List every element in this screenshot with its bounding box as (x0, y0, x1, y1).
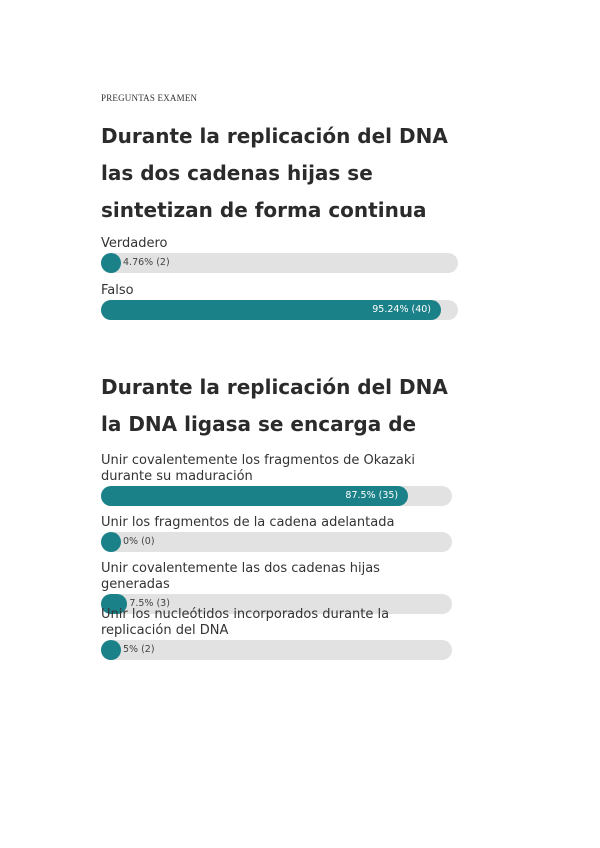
q2-option-2-label: Unir los fragmentos de la cadena adelantada (101, 515, 395, 530)
q2-option-4-bar (101, 640, 452, 660)
q1-option-2 (101, 283, 458, 320)
q2-option-1 (101, 453, 452, 506)
q2-option-2-result: 0% (0) (123, 536, 155, 547)
q1-option-2-bar (101, 300, 458, 320)
q2-option-3-label: Unir covalentemente las dos cadenas hijas generadas (101, 561, 380, 592)
q1-option-1-label: Verdadero (101, 236, 168, 251)
q1-option-1-fill (101, 253, 121, 273)
q2-option-2-bar (101, 532, 452, 552)
q2-option-1-label: Unir covalentemente los fragmentos de Okazaki durante su maduración (101, 453, 415, 484)
question-1-title: Durante la replicación del DNA las dos cadenas hijas se sintetizan de forma continua (101, 124, 448, 222)
q1-option-2-result: 95.24% (40) (372, 304, 432, 315)
q1-option-1 (101, 236, 458, 273)
question-2-title: Durante la replicación del DNA la DNA ligasa se encarga de (101, 375, 448, 436)
q2-option-4-result: 5% (2) (123, 644, 155, 655)
q2-option-1-result: 87.5% (35) (345, 490, 399, 501)
q2-option-3-result: 7.5% (3) (129, 598, 170, 609)
q1-option-1-bar (101, 253, 458, 273)
q2-option-2-fill (101, 532, 121, 552)
q2-option-4 (101, 607, 452, 660)
q2-option-2 (101, 515, 452, 552)
q2-option-4-label: Unir los nucleótidos incorporados durante la replicación del DNA (101, 607, 390, 638)
q1-option-1-result: 4.76% (2) (123, 257, 170, 268)
q2-option-4-fill (101, 640, 121, 660)
q1-option-2-label: Falso (101, 283, 134, 298)
document-header: PREGUNTAS EXAMEN (101, 93, 198, 103)
q2-option-1-bar (101, 486, 452, 506)
